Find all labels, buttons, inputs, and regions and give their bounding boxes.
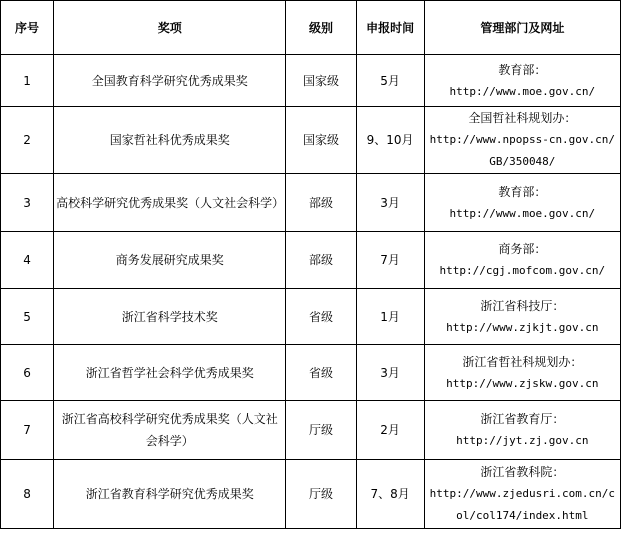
dept-url-link[interactable]: http://www.zjedusri.com.cn/col/col174/index.html	[429, 487, 616, 522]
dept-url-link[interactable]: http://www.npopss-cn.gov.cn/GB/350048/	[429, 133, 616, 168]
table-row	[1, 55, 621, 107]
cell-dept	[424, 401, 620, 460]
cell-award: 浙江省科学技术奖	[54, 289, 286, 345]
cell-dept	[424, 174, 620, 232]
header-level: 级别	[286, 1, 356, 55]
table-row	[1, 232, 621, 289]
cell-dept	[424, 345, 620, 401]
cell-level: 省级	[286, 345, 356, 401]
dept-url-link[interactable]: http://www.moe.gov.cn/	[449, 206, 596, 220]
dept-url-link[interactable]: http://www.moe.gov.cn/	[449, 84, 596, 98]
dept-name: 全国哲社科规划办：	[468, 111, 577, 125]
cell-no: 2	[1, 107, 54, 174]
cell-level: 国家级	[286, 107, 356, 174]
cell-dept	[424, 232, 620, 289]
cell-dept	[424, 107, 620, 174]
dept-url-link[interactable]: http://www.zjkjt.gov.cn	[446, 320, 599, 334]
cell-level: 部级	[286, 232, 356, 289]
table-row	[1, 107, 621, 174]
cell-no: 3	[1, 174, 54, 232]
cell-award: 浙江省高校科学研究优秀成果奖（人文社会科学）	[54, 401, 286, 460]
cell-level: 省级	[286, 289, 356, 345]
dept-name: 教育部：	[498, 184, 547, 199]
cell-award: 商务发展研究成果奖	[54, 232, 286, 289]
cell-dept	[424, 460, 620, 529]
cell-time: 1月	[356, 289, 424, 345]
cell-award: 国家哲社科优秀成果奖	[54, 107, 286, 174]
table-header-row	[1, 1, 621, 55]
dept-url-link[interactable]: http://jyt.zj.gov.cn	[456, 434, 589, 447]
cell-award: 高校科学研究优秀成果奖（人文社会科学）	[54, 174, 286, 232]
header-no: 序号	[1, 1, 54, 55]
cell-time: 3月	[356, 345, 424, 401]
cell-dept	[424, 289, 620, 345]
cell-award: 全国教育科学研究优秀成果奖	[54, 55, 286, 107]
header-dept: 管理部门及网址	[424, 1, 620, 55]
dept-url-link[interactable]: http://www.zjskw.gov.cn	[446, 376, 599, 390]
dept-name: 教育部：	[498, 62, 547, 77]
cell-time: 3月	[356, 174, 424, 232]
cell-no: 4	[1, 232, 54, 289]
cell-no: 7	[1, 401, 54, 460]
cell-dept	[424, 55, 620, 107]
table-row	[1, 289, 621, 345]
table-row	[1, 460, 621, 529]
cell-time: 7月	[356, 232, 424, 289]
dept-name: 浙江省哲社科规划办：	[462, 354, 583, 369]
cell-time: 7、8月	[356, 460, 424, 529]
cell-no: 6	[1, 345, 54, 401]
cell-level: 厅级	[286, 401, 356, 460]
header-award: 奖项	[54, 1, 286, 55]
dept-name: 商务部：	[498, 242, 547, 256]
dept-name: 浙江省教科院：	[480, 465, 565, 479]
dept-url-link[interactable]: http://cgj.mofcom.gov.cn/	[439, 264, 606, 277]
cell-level: 部级	[286, 174, 356, 232]
cell-level: 厅级	[286, 460, 356, 529]
cell-no: 5	[1, 289, 54, 345]
cell-award: 浙江省教育科学研究优秀成果奖	[54, 460, 286, 529]
cell-time: 2月	[356, 401, 424, 460]
cell-no: 8	[1, 460, 54, 529]
dept-name: 浙江省科技厅：	[480, 298, 565, 313]
dept-name: 浙江省教育厅：	[480, 412, 565, 426]
cell-award: 浙江省哲学社会科学优秀成果奖	[54, 345, 286, 401]
cell-time: 5月	[356, 55, 424, 107]
table-row	[1, 345, 621, 401]
header-time: 申报时间	[356, 1, 424, 55]
table-row	[1, 401, 621, 460]
cell-no: 1	[1, 55, 54, 107]
cell-level: 国家级	[286, 55, 356, 107]
table-row	[1, 174, 621, 232]
cell-time: 9、10月	[356, 107, 424, 174]
